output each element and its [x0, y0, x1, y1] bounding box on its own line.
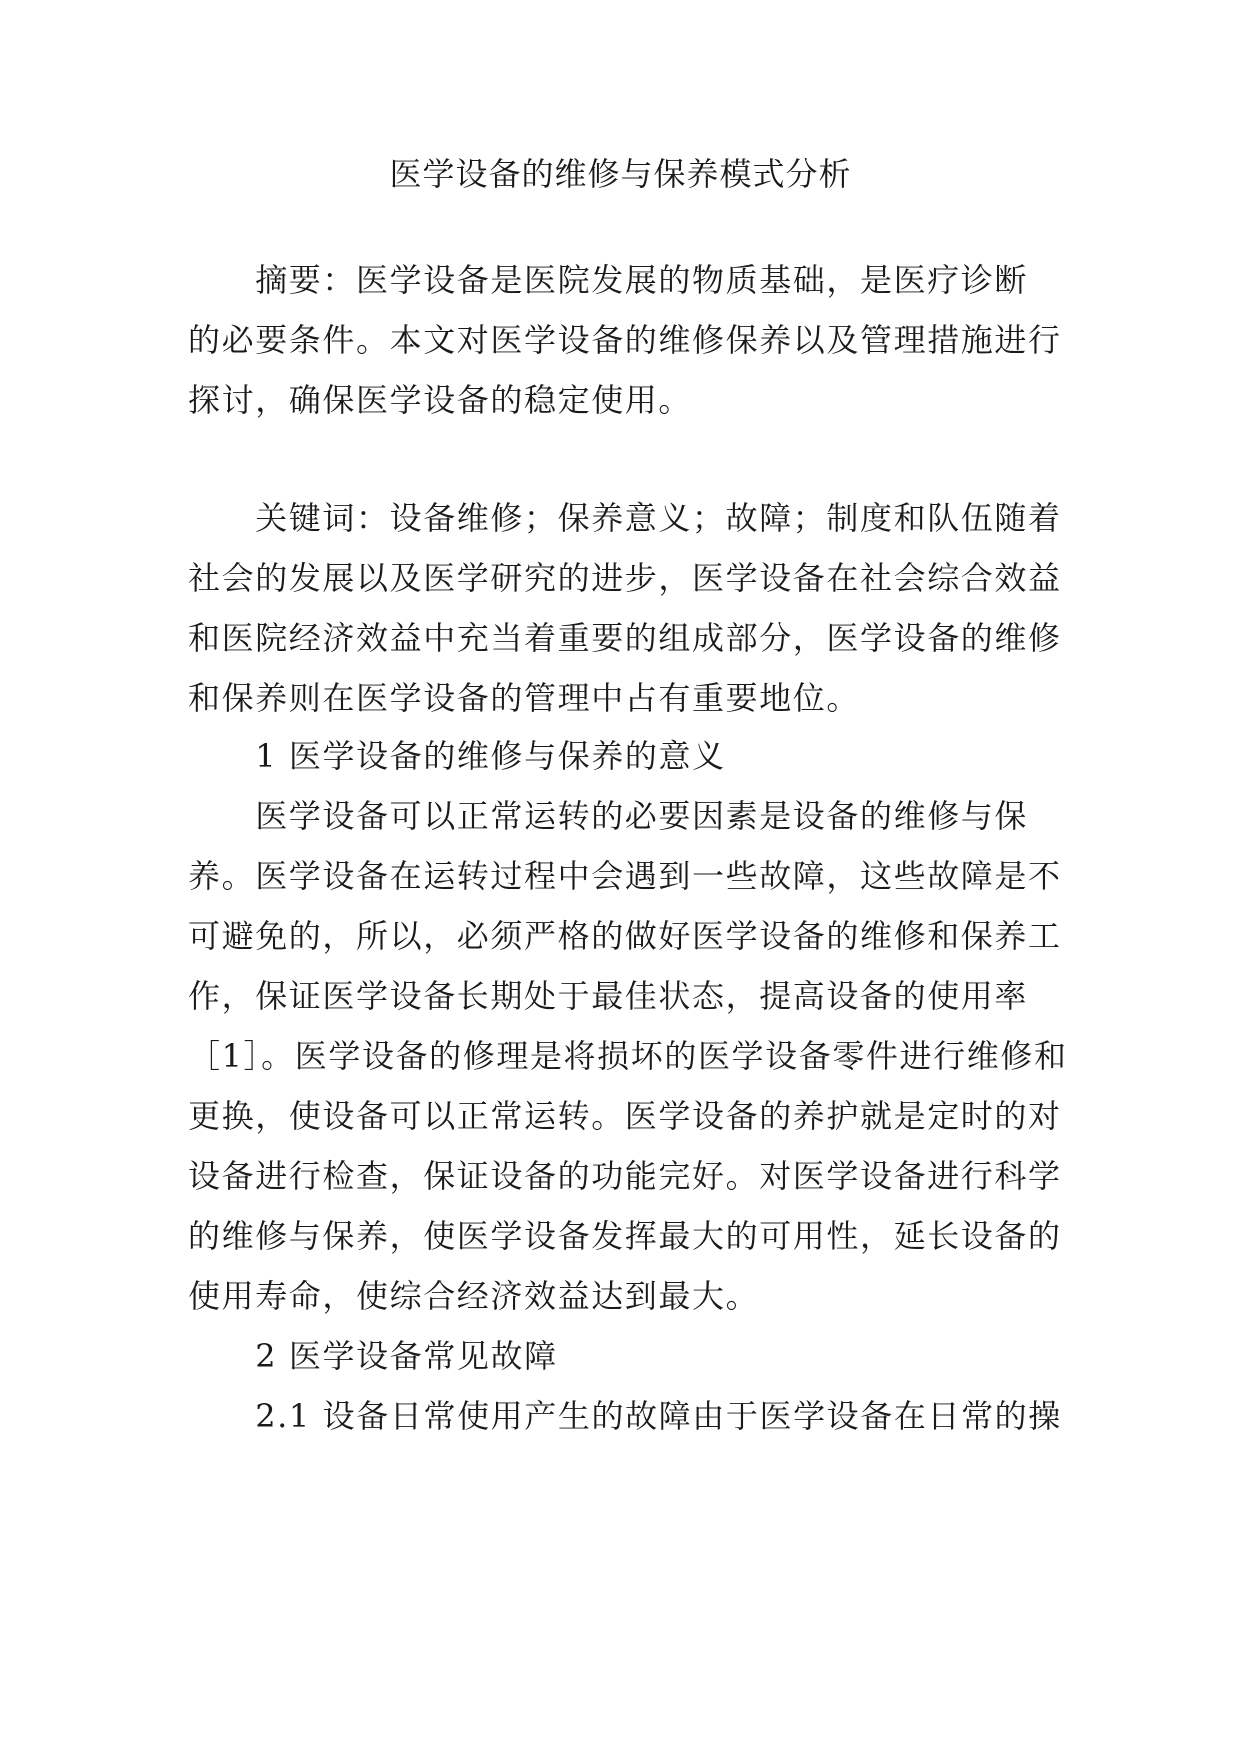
section-heading-1: 1 医学设备的维修与保养的意义 [188, 737, 726, 775]
body-line-10: 设备进行检查，保证设备的功能完好。对医学设备进行科学 [188, 1157, 1062, 1195]
body-line-4: 医学设备可以正常运转的必要因素是设备的维修与保 [188, 797, 1029, 835]
document-title: 医学设备的维修与保养模式分析 [389, 155, 852, 193]
body-line-12: 使用寿命，使综合经济效益达到最大。 [188, 1277, 760, 1315]
section-heading-2: 2 医学设备常见故障 [188, 1337, 558, 1375]
body-line-7: 作，保证医学设备长期处于最佳状态，提高设备的使用率 [188, 977, 1029, 1015]
body-line-3: 和保养则在医学设备的管理中占有重要地位。 [188, 679, 861, 717]
keywords-line-1: 关键词：设备维修；保养意义；故障；制度和队伍随着 [188, 499, 1062, 537]
abstract-line-3: 探讨，确保医学设备的稳定使用。 [188, 381, 693, 419]
abstract-line-1: 摘要：医学设备是医院发展的物质基础，是医疗诊断 [188, 261, 1029, 299]
body-line-9: 更换，使设备可以正常运转。医学设备的养护就是定时的对 [188, 1097, 1062, 1135]
subsection-heading-2-1: 2.1 设备日常使用产生的故障由于医学设备在日常的操 [188, 1397, 1062, 1435]
body-line-6: 可避免的，所以，必须严格的做好医学设备的维修和保养工 [188, 917, 1062, 955]
body-line-1: 社会的发展以及医学研究的进步，医学设备在社会综合效益 [188, 559, 1062, 597]
body-line-8: ［1］。医学设备的修理是将损坏的医学设备零件进行维修和 [188, 1037, 1068, 1075]
body-line-5: 养。医学设备在运转过程中会遇到一些故障，这些故障是不 [188, 857, 1062, 895]
abstract-line-2: 的必要条件。本文对医学设备的维修保养以及管理措施进行 [188, 321, 1062, 359]
body-line-11: 的维修与保养，使医学设备发挥最大的可用性，延长设备的 [188, 1217, 1062, 1255]
body-line-2: 和医院经济效益中充当着重要的组成部分，医学设备的维修 [188, 619, 1062, 657]
